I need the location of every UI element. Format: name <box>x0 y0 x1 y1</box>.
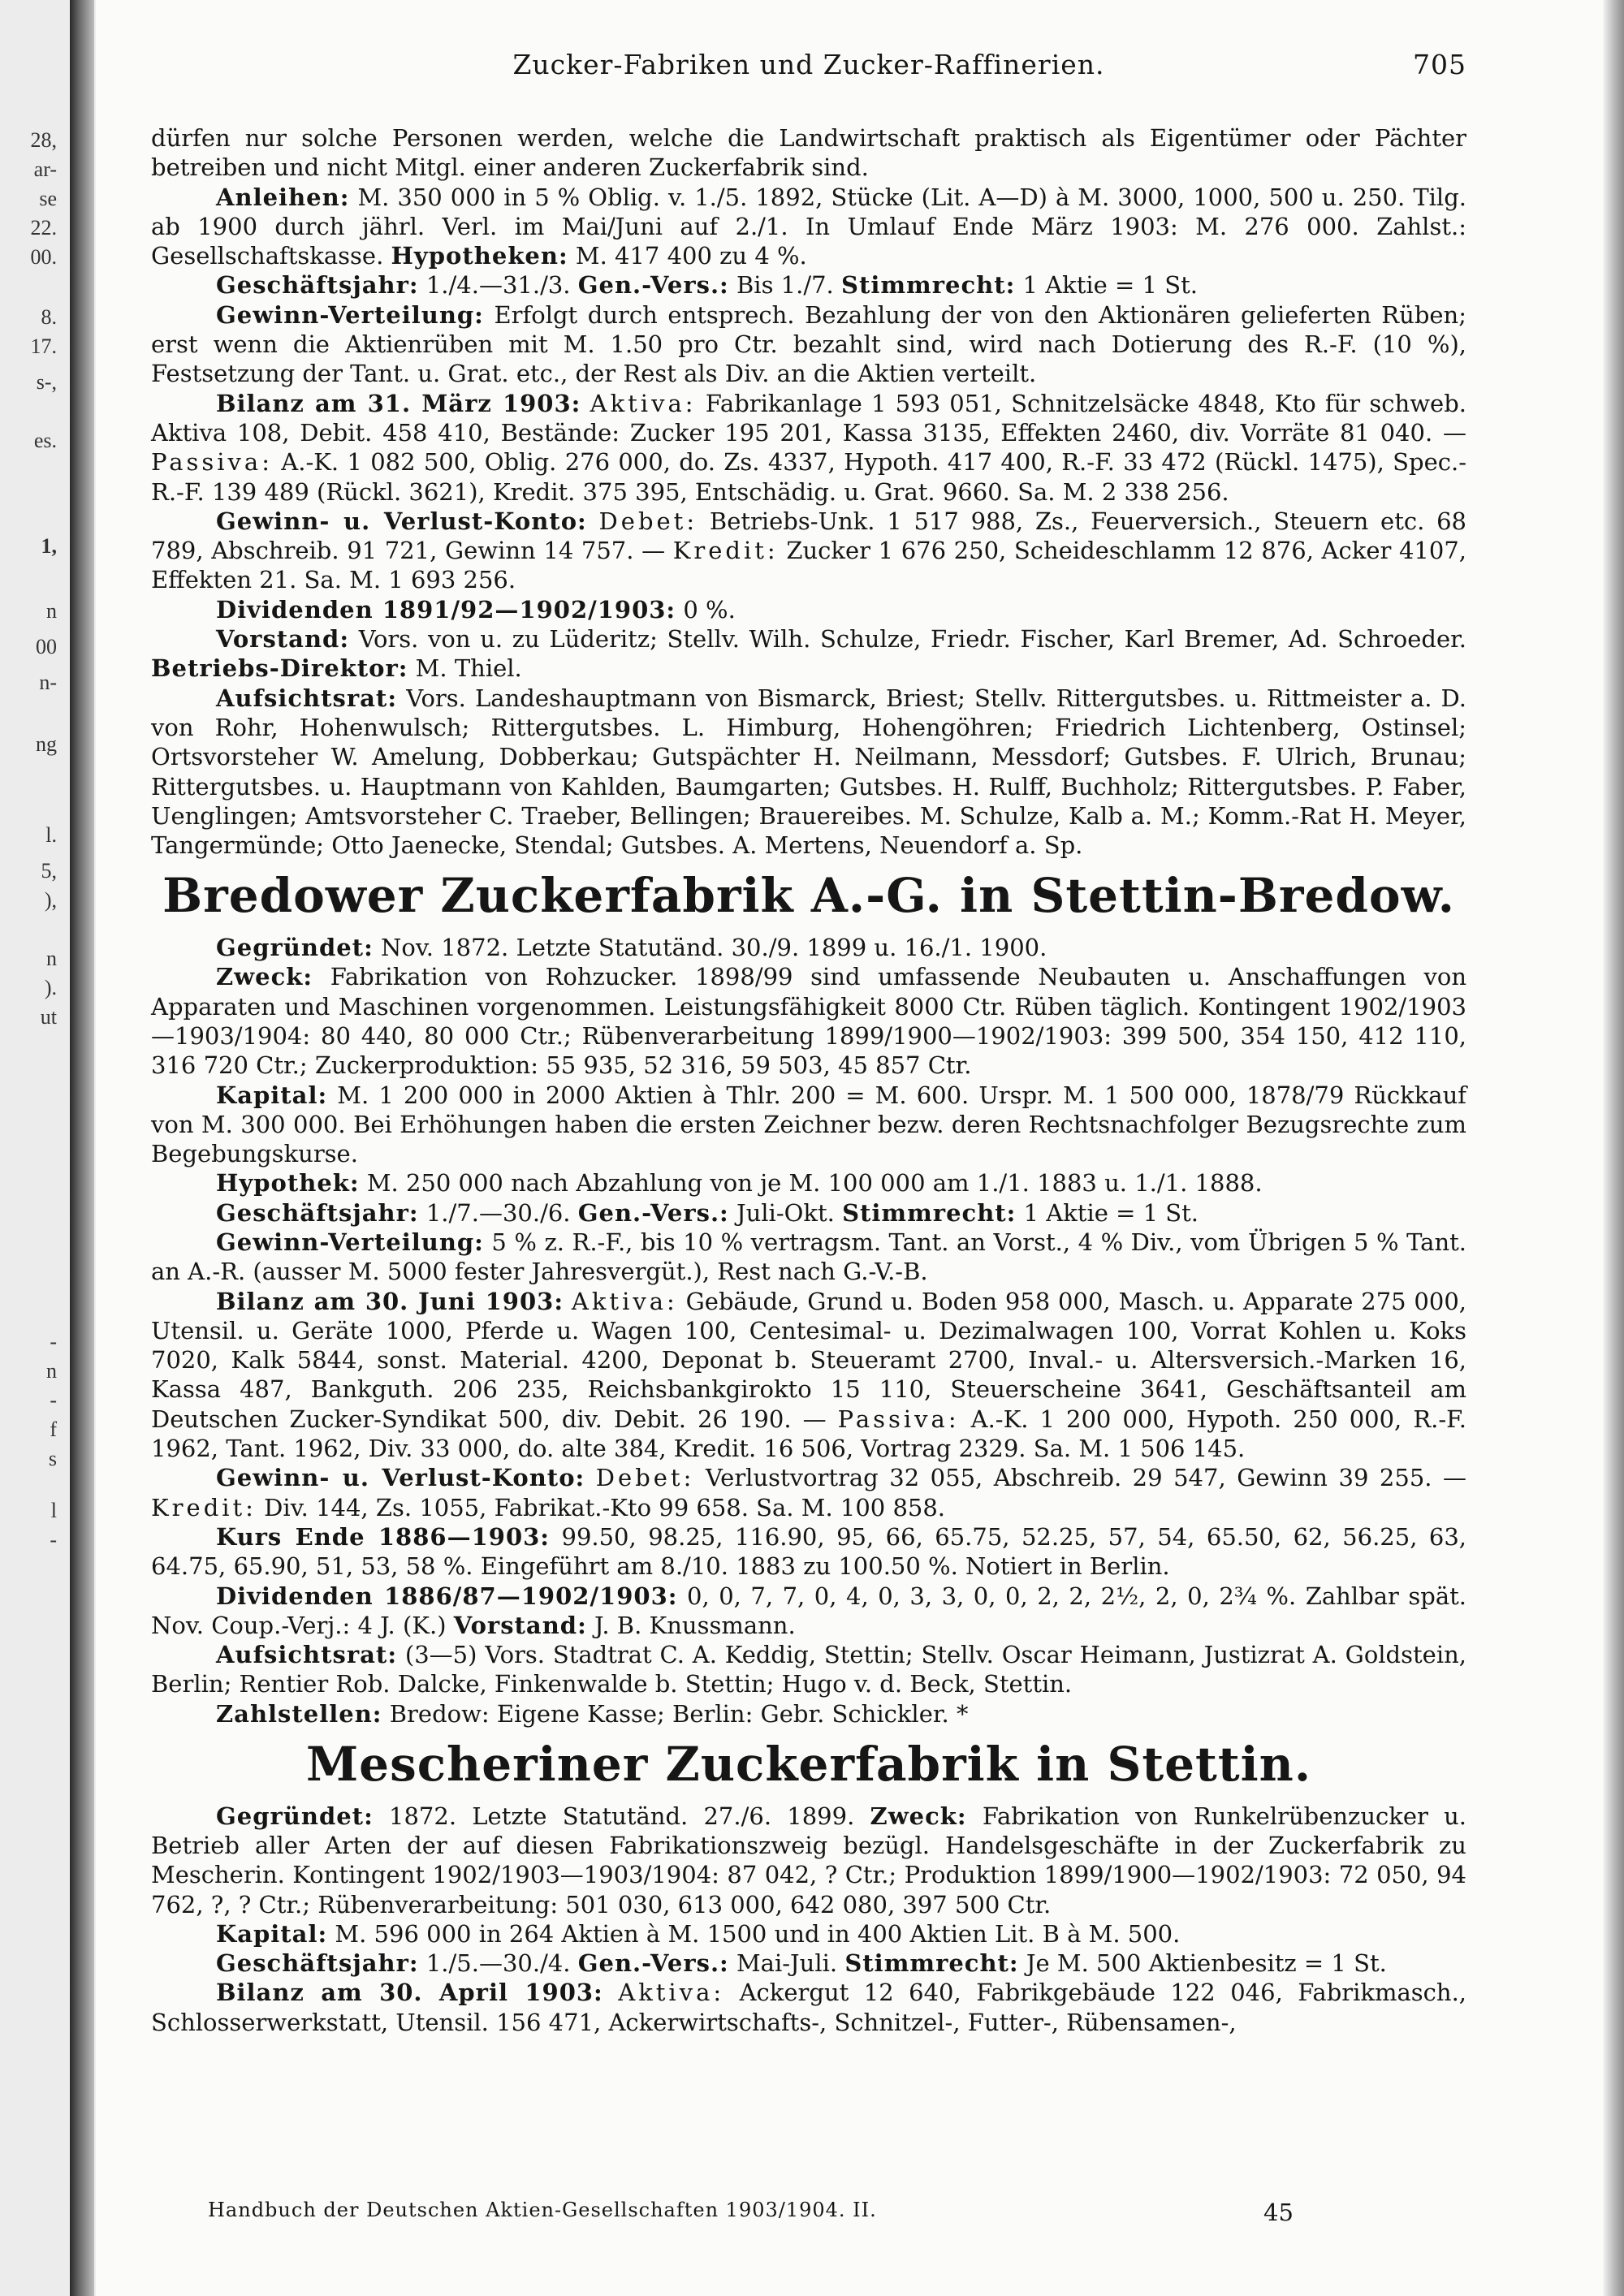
text-kapital: M. 1 200 000 in 2000 Aktien à Thlr. 200 = M. 600. Urspr. M. 1 500 000, 1878/79 Rückkauf von M. 300 000. Bei Erhöhungen haben die ersten Zeichner bezw. deren Rechtsnachfolger Bezugsrechte zum Begebungskurse. <box>151 1081 1466 1168</box>
margin-fragment: s-, <box>36 370 57 394</box>
text-passiva: A.-K. 1 200 000, Hypoth. 250 000, R.-F. 1962, Tant. 1962, Div. 33 000, do. alte 384, Kredit. 16 506, Vortrag 2329. Sa. M. 1 506 145. <box>151 1405 1466 1463</box>
margin-fragment: - <box>50 1330 57 1353</box>
text-kurs: 99.50, 98.25, 116.90, 95, 66, 65.75, 52.25, 57, 54, 65.50, 62, 56.25, 63, 64.75, 65.90, 51, 53, 58 %. Eingeführt am 8./10. 1883 zu 100.50 %. Notiert in Berlin. <box>151 1522 1467 1581</box>
text-gegruendet: Nov. 1872. Letzte Statutänd. 30./9. 1899 u. 16./1. 1900. <box>373 934 1047 962</box>
page-footer <box>151 2199 1466 2231</box>
margin-fragment: ut <box>40 1005 57 1029</box>
margin-fragment: f <box>50 1418 57 1441</box>
entry-zweck <box>151 962 1466 1080</box>
margin-fragment: 00 <box>36 635 57 658</box>
label-betriebs-direktor: Betriebs-Direktor: <box>151 654 408 683</box>
text-kredit: Div. 144, Zs. 1055, Fabrikat.-Kto 99 658. Sa. M. 100 858. <box>256 1493 946 1521</box>
entry-geschaeftsjahr <box>151 1198 1466 1228</box>
label-gegruendet: Gegründet: <box>216 934 374 962</box>
label-bilanz: Bilanz am 31. März 1903: <box>216 389 581 417</box>
entry-anleihen <box>151 183 1466 271</box>
margin-fragment: n <box>46 599 57 623</box>
text-kapital: M. 596 000 in 264 Aktien à M. 1500 und in 400 Aktien Lit. B à M. 500. <box>327 1919 1181 1948</box>
label-gegruendet: Gegründet: <box>216 1802 374 1830</box>
margin-fragment: n <box>46 1359 57 1383</box>
margin-fragment: ), <box>44 888 57 912</box>
entry-guv <box>151 507 1466 595</box>
text-aktiva: Gebäude, Grund u. Boden 958 000, Masch. u. Apparate 275 000, Utensil. u. Geräte 1000, Pferde u. Wagen 100, Centesimal- u. Dezimalwagen 100, Vorrat Kohlen u. Koks 7020, Kalk 5844, sonst. Material. 4200, Deponat b. Steueramt 2700, Inval.- u. Altersversich.-Marken 16, Kassa 487, Bankguth. 206 235, Reichsbankgirokto 15 110, Steuerscheine 3641, Geschäftsanteil am Deutschen Zucker-Syndikat 500, div. Debit. 26 190. — <box>151 1287 1467 1433</box>
entry-dividenden <box>151 595 1466 624</box>
text-gewinn-verteilung: 5 % z. R.-F., bis 10 % vertragsm. Tant. an Vorst., 4 % Div., vom Übrigen 5 % Tant. an A.-R. (ausser M. 5000 fester Jahresvergüt.), Rest nach G.-V.-B. <box>151 1228 1466 1286</box>
margin-fragment: 28, <box>30 128 57 152</box>
text-passiva: A.-K. 1 082 500, Oblig. 276 000, do. Zs. 4337, Hypoth. 417 400, R.-F. 33 472 (Rückl. 1475), Spec.-R.-F. 139 489 (Rückl. 3621), Kredit. 375 395, Entschädig. u. Grat. 9660. Sa. M. 2 338 256. <box>151 448 1466 506</box>
continuation-paragraph: dürfen nur solche Personen werden, welche die Landwirtschaft praktisch als Eigentümer oder Pächter betreiben und nicht Mitgl. einer anderen Zuckerfabrik sind. <box>151 124 1466 182</box>
margin-fragment: 22. <box>30 216 57 240</box>
label-debet: Debet: <box>595 1464 695 1492</box>
entry-zahlstellen <box>151 1699 1466 1728</box>
text-debet: Verlustvortrag 32 055, Abschreib. 29 547, Gewinn 39 255. — <box>694 1464 1467 1492</box>
label-aktiva: Aktiva: <box>571 1287 678 1315</box>
text-dividenden: 0, 0, 7, 7, 0, 4, 0, 3, 3, 0, 0, 2, 2, 2½, 2, 0, 2¾ %. Zahlbar spät. Nov. Coup.-Verj.: 4 J. (K.) <box>151 1582 1466 1639</box>
label-kapital: Kapital: <box>216 1081 328 1109</box>
label-kredit: Kredit: <box>672 537 779 565</box>
entry-aufsichtsrat <box>151 1640 1466 1699</box>
label-stimmrecht: Stimmrecht: <box>842 1198 1017 1227</box>
label-kredit: Kredit: <box>151 1493 257 1521</box>
margin-fragment: ar- <box>33 158 57 181</box>
label-stimmrecht: Stimmrecht: <box>841 271 1016 300</box>
page-number: 705 <box>1413 49 1466 80</box>
entry-geschaeftsjahr <box>151 1949 1466 1978</box>
text-stimmrecht: 1 Aktie = 1 St. <box>1016 1198 1199 1227</box>
text-aufsichtsrat: (3—5) Vors. Stadtrat C. A. Keddig, Stettin; Stellv. Oscar Heimann, Justizrat A. Goldstein, Berlin; Rentier Rob. Dalcke, Finkenwalde b. Stettin; Hugo v. d. Beck, Stettin. <box>151 1641 1466 1698</box>
entry-bilanz <box>151 389 1466 507</box>
text-hypothek: M. 250 000 nach Abzahlung von je M. 100 000 am 1./1. 1883 u. 1./1. 1888. <box>359 1169 1263 1198</box>
label-geschaeftsjahr: Geschäftsjahr: <box>216 271 419 300</box>
label-hypotheken: Hypotheken: <box>391 242 568 270</box>
label-anleihen: Anleihen: <box>216 183 350 211</box>
text-geschaeftsjahr: 1./4.—31./3. <box>418 271 578 300</box>
entry-vorstand <box>151 624 1466 684</box>
text-genvers: Juli-Okt. <box>728 1198 843 1227</box>
entry-kurs <box>151 1522 1466 1582</box>
margin-fragment: l <box>50 1499 57 1522</box>
page-edge <box>1603 0 1624 2296</box>
label-aufsichtsrat: Aufsichtsrat: <box>216 684 398 712</box>
company-title-bredower: Bredower Zuckerfabrik A.-G. in Stettin-Bredow. <box>162 868 1455 924</box>
label-gewinn-verteilung: Gewinn-Verteilung: <box>216 300 484 329</box>
label-geschaeftsjahr: Geschäftsjahr: <box>216 1198 419 1227</box>
label-zweck: Zweck: <box>216 963 313 991</box>
label-guv: Gewinn- u. Verlust-Konto: <box>216 1464 585 1492</box>
label-aktiva: Aktiva: <box>618 1979 725 2007</box>
text-aktiva: Fabrikanlage 1 593 051, Schnitzelsäcke 4848, Kto für schweb. Aktiva 108, Debit. 458 410, Bestände: Zucker 195 201, Kassa 3135, Effekten 2460, div. Vorräte 81 040. — <box>151 389 1466 447</box>
entry-bilanz <box>151 1978 1466 2037</box>
margin-fragment: n <box>46 947 57 970</box>
margin-fragment: - <box>50 1528 57 1552</box>
running-header-title: Zucker-Fabriken und Zucker-Raffinerien. <box>512 49 1105 80</box>
footer-signature-number: 45 <box>1263 2199 1294 2226</box>
entry-bilanz <box>151 1287 1466 1464</box>
text-kredit: Zucker 1 676 250, Scheideschlamm 12 876, Acker 4107, Effekten 21. Sa. M. 1 693 256. <box>151 537 1466 594</box>
margin-fragment: - <box>50 1388 57 1412</box>
margin-fragment: 17. <box>30 334 57 358</box>
text-genvers: Bis 1./7. <box>728 271 841 300</box>
entry-geschaeftsjahr <box>151 270 1466 300</box>
label-genvers: Gen.-Vers.: <box>577 271 729 300</box>
label-gewinn-verteilung: Gewinn-Verteilung: <box>216 1228 484 1256</box>
text-vorstand: Vors. von u. zu Lüderitz; Stellv. Wilh. Schulze, Friedr. Fischer, Karl Bremer, Ad. Schroeder. <box>349 625 1466 654</box>
label-aufsichtsrat: Aufsichtsrat: <box>216 1641 398 1669</box>
entry-guv <box>151 1463 1466 1522</box>
margin-fragment: 1, <box>41 534 57 558</box>
entry-gewinn-verteilung <box>151 300 1466 389</box>
label-kurs: Kurs Ende 1886—1903: <box>216 1522 551 1551</box>
margin-fragment: se <box>39 187 57 210</box>
margin-fragment: es. <box>33 429 57 452</box>
text-stimmrecht: Je M. 500 Aktienbesitz = 1 St. <box>1018 1949 1387 1978</box>
text-aktiva: Ackergut 12 640, Fabrikgebäude 122 046, Fabrikmasch., Schlosserwerkstatt, Utensil. 156 471, Ackerwirtschafts-, Schnitzel-, Futter-, Rübensamen-, <box>151 1979 1467 2036</box>
page-body <box>151 123 1466 2037</box>
margin-fragment: ). <box>44 976 57 999</box>
text-dividenden: 0 %. <box>676 595 736 624</box>
text-aufsichtsrat: Vors. Landeshauptmann von Bismarck, Briest; Stellv. Rittergutsbes. u. Rittmeister a. D. von Rohr, Hohenwulsch; Rittergutsbes. L. Himburg, Hohengöhren; Friedrich Lichtenberg, Ostinsel; Ortsvorsteher W. Amelung, Dobberkau; Gutspächter H. Neilmann, Messdorf; Gutsbes. F. Ulrich, Brunau; Rittergutsbes. u. Hauptmann von Kahlden, Baumgarten; Gutsbes. H. Rulff, Buchholz; Rittergutsbes. P. Faber, Uenglingen; Amtsvorsteher C. Traeber, Bellingen; Brauereibes. M. Schulze, Kalb a. M.; Komm.-Rat H. Meyer, Tangermünde; Otto Jaenecke, Stendal; Gutsbes. A. Mertens, Neuendorf a. Sp. <box>151 684 1466 860</box>
margin-fragment: 5, <box>41 859 57 883</box>
text-genvers: Mai-Juli. <box>728 1949 845 1978</box>
text-betriebs-direktor: M. Thiel. <box>408 654 522 683</box>
label-dividenden: Dividenden 1891/92—1902/1903: <box>216 595 676 624</box>
entry-hypothek <box>151 1168 1466 1198</box>
label-dividenden: Dividenden 1886/87—1902/1903: <box>216 1582 678 1610</box>
entry-gegruendet <box>151 1802 1466 1919</box>
entry-gewinn-verteilung <box>151 1228 1466 1287</box>
text-zahlstellen: Bredow: Eigene Kasse; Berlin: Gebr. Schickler. * <box>382 1699 969 1728</box>
text-debet: Betriebs-Unk. 1 517 988, Zs., Feuerversich., Steuern etc. 68 789, Abschreib. 91 721, Gewinn 14 757. — <box>151 507 1467 565</box>
company-title-mescheriner: Mescheriner Zuckerfabrik in Stettin. <box>305 1737 1312 1793</box>
margin-fragment: l. <box>45 823 57 847</box>
entry-kapital <box>151 1081 1466 1169</box>
label-genvers: Gen.-Vers.: <box>577 1949 729 1978</box>
text-anleihen: M. 350 000 in 5 % Oblig. v. 1./5. 1892, Stücke (Lit. A—D) à M. 3000, 1000, 500 u. 250. Tilg. ab 1900 durch jährl. Verl. im Mai/Juni auf 2./1. In Umlauf Ende März 1903: M. 276 000. Zahlst.: Gesellschaftskasse. <box>151 183 1466 270</box>
margin-fragment: 00. <box>30 245 57 269</box>
label-guv: Gewinn- u. Verlust-Konto: <box>216 507 587 535</box>
label-vorstand: Vorstand: <box>216 625 350 654</box>
book-gutter <box>70 0 94 2296</box>
entry-aufsichtsrat <box>151 684 1466 861</box>
label-passiva: Passiva: <box>837 1405 960 1433</box>
text-zweck: Fabrikation von Rohzucker. 1898/99 sind umfassende Neubauten u. Anschaffungen von Apparaten und Maschinen vorgenommen. Leistungsfähigkeit 8000 Ctr. Rüben täglich. Kontingent 1902/1903—1903/1904: 80 440, 80 000 Ctr.; Rübenverarbeitung 1899/1900—1902/1903: 399 500, 354 150, 412 110, 316 720 Ctr.; Zuckerproduktion: 55 935, 52 316, 59 503, 45 857 Ctr. <box>151 963 1466 1080</box>
label-hypothek: Hypothek: <box>216 1169 360 1198</box>
text-gegruendet: 1872. Letzte Statutänd. 27./6. 1899. <box>373 1802 870 1830</box>
label-vorstand: Vorstand: <box>453 1611 587 1639</box>
text-zweck: Fabrikation von Runkelrübenzucker u. Betrieb aller Arten der auf diesen Fabrikationszweig bezügl. Handelsgeschäfte in der Zuckerfabrik zu Mescherin. Kontingent 1902/1903—1903/1904: 87 042, ? Ctr.; Produktion 1899/1900—1902/1903: 72 050, 94 762, ?, ? Ctr.; Rübenverarbeitung: 501 030, 613 000, 642 080, 397 500 Ctr. <box>151 1802 1466 1918</box>
text-vorstand: J. B. Knussmann. <box>586 1611 796 1639</box>
running-header <box>151 49 1466 89</box>
label-aktiva: Aktiva: <box>590 389 697 417</box>
text-geschaeftsjahr: 1./7.—30./6. <box>418 1198 578 1227</box>
entry-dividenden <box>151 1582 1466 1641</box>
text-gewinn-verteilung: Erfolgt durch entsprech. Bezahlung der von den Aktionären gelieferten Rüben; erst wenn die Aktienrüben mit M. 1.50 pro Ctr. bezahlt sind, wird nach Dotierung des R.-F. (10 %), Festsetzung der Tant. u. Grat. etc., der Rest als Div. an die Aktien verteilt. <box>151 300 1466 388</box>
text-stimmrecht: 1 Aktie = 1 St. <box>1015 271 1198 300</box>
entry-gegruendet <box>151 933 1466 962</box>
label-stimmrecht: Stimmrecht: <box>844 1949 1019 1978</box>
margin-fragment: s <box>48 1447 57 1470</box>
label-kapital: Kapital: <box>216 1919 328 1948</box>
text-hypotheken: M. 417 400 zu 4 %. <box>568 242 807 270</box>
label-genvers: Gen.-Vers.: <box>577 1198 729 1227</box>
text-geschaeftsjahr: 1./5.—30./4. <box>418 1949 578 1978</box>
label-geschaeftsjahr: Geschäftsjahr: <box>216 1949 419 1978</box>
margin-fragment: ng <box>36 732 57 756</box>
label-zweck: Zweck: <box>870 1802 967 1830</box>
margin-fragment: 8. <box>41 305 57 329</box>
margin-fragment: n- <box>39 671 57 694</box>
label-bilanz: Bilanz am 30. Juni 1903: <box>216 1287 564 1315</box>
label-bilanz: Bilanz am 30. April 1903: <box>216 1979 603 2007</box>
footer-publication: Handbuch der Deutschen Aktien-Gesellschaften 1903/1904. II. <box>208 2199 877 2221</box>
entry-kapital <box>151 1919 1466 1949</box>
label-zahlstellen: Zahlstellen: <box>216 1699 382 1728</box>
label-passiva: Passiva: <box>151 448 273 477</box>
label-debet: Debet: <box>598 507 698 535</box>
